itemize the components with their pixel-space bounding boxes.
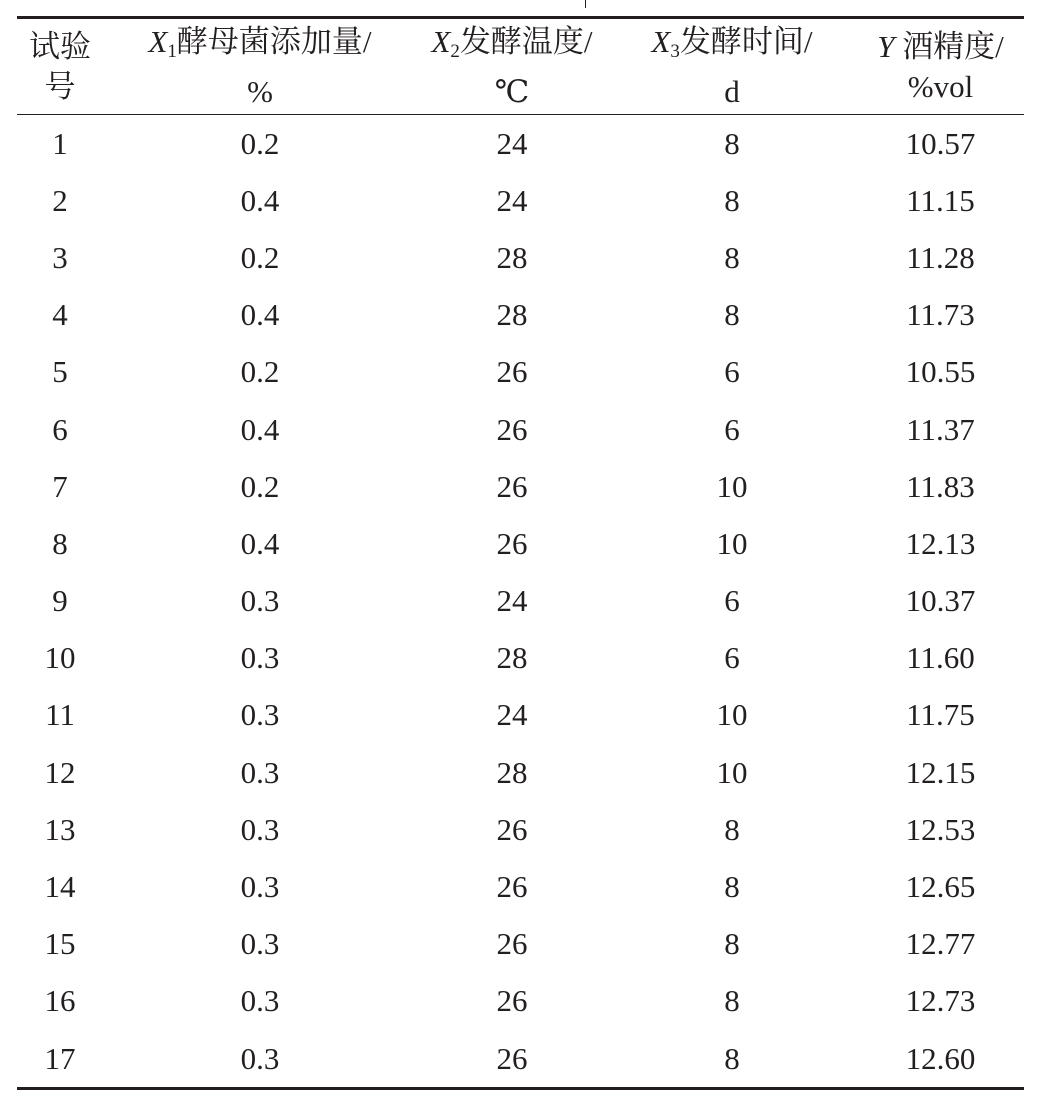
trial-number-cell: 1 [52, 125, 68, 161]
x1-cell: 0.3 [240, 983, 280, 1019]
trial-number-cell: 11 [45, 697, 75, 733]
trial-number-cell: 16 [44, 983, 76, 1019]
y-cell: 11.73 [906, 297, 975, 333]
x1-cell: 0.3 [240, 754, 280, 790]
document-table-container [17, 0, 1024, 1098]
trial-number-cell: 4 [52, 297, 68, 333]
table-row [17, 229, 1024, 286]
x1-cell: 0.2 [240, 354, 280, 390]
table-row [17, 115, 1024, 173]
y-cell: 11.60 [906, 640, 975, 676]
x2-cell: 26 [496, 983, 528, 1019]
header-x1-label: 酵母菌添加量/ [176, 23, 372, 59]
header-x3-label: 发酵时间/ [679, 23, 813, 59]
table-row [17, 801, 1024, 858]
y-cell: 12.77 [905, 926, 976, 962]
x1-cell: 0.4 [240, 411, 280, 447]
table-body [17, 115, 1024, 1089]
x3-cell: 8 [724, 125, 740, 161]
y-cell: 12.15 [905, 754, 976, 790]
x1-cell: 0.3 [240, 811, 280, 847]
table-row [17, 858, 1024, 915]
header-x1-sub: 1 [167, 40, 177, 62]
y-cell: 11.83 [906, 468, 975, 504]
header-x3-unit: d [724, 73, 740, 109]
trial-number-cell: 3 [52, 239, 68, 275]
trial-number-cell: 14 [44, 869, 76, 905]
table-row [17, 401, 1024, 458]
x3-cell: 8 [724, 926, 740, 962]
header-y-var: Y [877, 28, 895, 64]
table-row [17, 744, 1024, 801]
table-row [17, 916, 1024, 973]
x3-cell: 10 [716, 697, 748, 733]
x2-cell: 26 [496, 468, 528, 504]
y-cell: 11.75 [906, 697, 975, 733]
y-cell: 12.65 [905, 869, 976, 905]
table-row [17, 573, 1024, 630]
table-row [17, 1030, 1024, 1089]
header-x3-var: X [651, 23, 671, 59]
header-x2-label: 发酵温度/ [459, 23, 593, 59]
x3-cell: 6 [724, 583, 740, 619]
trial-number-cell: 13 [44, 811, 76, 847]
header-x2-line1 [417, 22, 607, 72]
x2-cell: 24 [496, 125, 528, 161]
x2-cell: 26 [496, 1040, 528, 1076]
trial-number-cell: 9 [52, 583, 68, 619]
x2-cell: 26 [496, 525, 528, 561]
x3-cell: 8 [724, 239, 740, 275]
header-y-alcohol [857, 18, 1024, 115]
x3-cell: 10 [716, 468, 748, 504]
x2-cell: 26 [496, 811, 528, 847]
x1-cell: 0.4 [240, 182, 280, 218]
x2-cell: 26 [496, 411, 528, 447]
header-trial-line1: 试验 [29, 28, 91, 64]
x3-cell: 8 [724, 297, 740, 333]
y-cell: 11.28 [906, 239, 975, 275]
x2-cell: 24 [496, 697, 528, 733]
x3-cell: 10 [716, 754, 748, 790]
x2-cell: 24 [496, 583, 528, 619]
y-cell: 10.57 [905, 125, 976, 161]
x1-cell: 0.3 [240, 640, 280, 676]
header-x3-time [607, 18, 857, 115]
x1-cell: 0.2 [240, 239, 280, 275]
x1-cell: 0.3 [240, 697, 280, 733]
table-row [17, 630, 1024, 687]
header-x2-sub: 2 [450, 40, 460, 62]
x2-cell: 28 [496, 297, 528, 333]
y-cell: 12.53 [905, 811, 976, 847]
cropped-caption-remnant [585, 0, 586, 8]
x3-cell: 6 [724, 411, 740, 447]
x1-cell: 0.2 [240, 125, 280, 161]
x2-cell: 28 [496, 754, 528, 790]
x1-cell: 0.2 [240, 468, 280, 504]
table-row [17, 973, 1024, 1030]
x2-cell: 26 [496, 354, 528, 390]
table-row [17, 687, 1024, 744]
table-row [17, 458, 1024, 515]
x1-cell: 0.3 [240, 926, 280, 962]
header-x2-temperature [417, 18, 607, 115]
header-row [17, 18, 1024, 115]
trial-number-cell: 8 [52, 525, 68, 561]
x1-cell: 0.4 [240, 525, 280, 561]
y-cell: 12.13 [905, 525, 976, 561]
y-cell: 11.15 [906, 182, 975, 218]
table-row [17, 515, 1024, 572]
header-y-unit: %vol [907, 68, 974, 104]
x2-cell: 26 [496, 926, 528, 962]
x3-cell: 8 [724, 869, 740, 905]
table-row [17, 287, 1024, 344]
trial-number-cell: 5 [52, 354, 68, 390]
trial-number-cell: 12 [44, 754, 76, 790]
y-cell: 10.55 [905, 354, 976, 390]
x2-cell: 28 [496, 640, 528, 676]
x1-cell: 0.3 [240, 1040, 280, 1076]
x3-cell: 8 [724, 983, 740, 1019]
x2-cell: 24 [496, 182, 528, 218]
header-x1-yeast-dosage [103, 18, 417, 115]
x1-cell: 0.3 [240, 583, 280, 619]
header-x3-line1 [607, 22, 857, 72]
header-y-line1 [857, 27, 1024, 67]
trial-number-cell: 15 [44, 926, 76, 962]
header-x2-unit: ℃ [494, 73, 530, 109]
x3-cell: 6 [724, 354, 740, 390]
x3-cell: 8 [724, 811, 740, 847]
x3-cell: 6 [724, 640, 740, 676]
header-x1-unit: % [247, 73, 273, 109]
y-cell: 12.73 [905, 983, 976, 1019]
trial-number-cell: 10 [44, 640, 76, 676]
x3-cell: 8 [724, 182, 740, 218]
header-x3-sub: 3 [670, 40, 680, 62]
table-row [17, 344, 1024, 401]
x2-cell: 26 [496, 869, 528, 905]
table-row [17, 172, 1024, 229]
y-cell: 11.37 [906, 411, 975, 447]
header-y-label: 酒精度/ [902, 28, 1004, 64]
header-x1-line1 [103, 22, 417, 72]
trial-number-cell: 17 [44, 1040, 76, 1076]
x2-cell: 28 [496, 239, 528, 275]
header-x1-var: X [148, 23, 168, 59]
x1-cell: 0.3 [240, 869, 280, 905]
x3-cell: 10 [716, 525, 748, 561]
y-cell: 12.60 [905, 1040, 976, 1076]
y-cell: 10.37 [905, 583, 976, 619]
header-trial-number [17, 18, 103, 115]
x1-cell: 0.4 [240, 297, 280, 333]
experiment-design-table [17, 16, 1024, 1090]
trial-number-cell: 2 [52, 182, 68, 218]
header-x2-var: X [431, 23, 451, 59]
trial-number-cell: 7 [52, 468, 68, 504]
trial-number-cell: 6 [52, 411, 68, 447]
header-trial-line2: 号 [44, 68, 76, 104]
x3-cell: 8 [724, 1040, 740, 1076]
